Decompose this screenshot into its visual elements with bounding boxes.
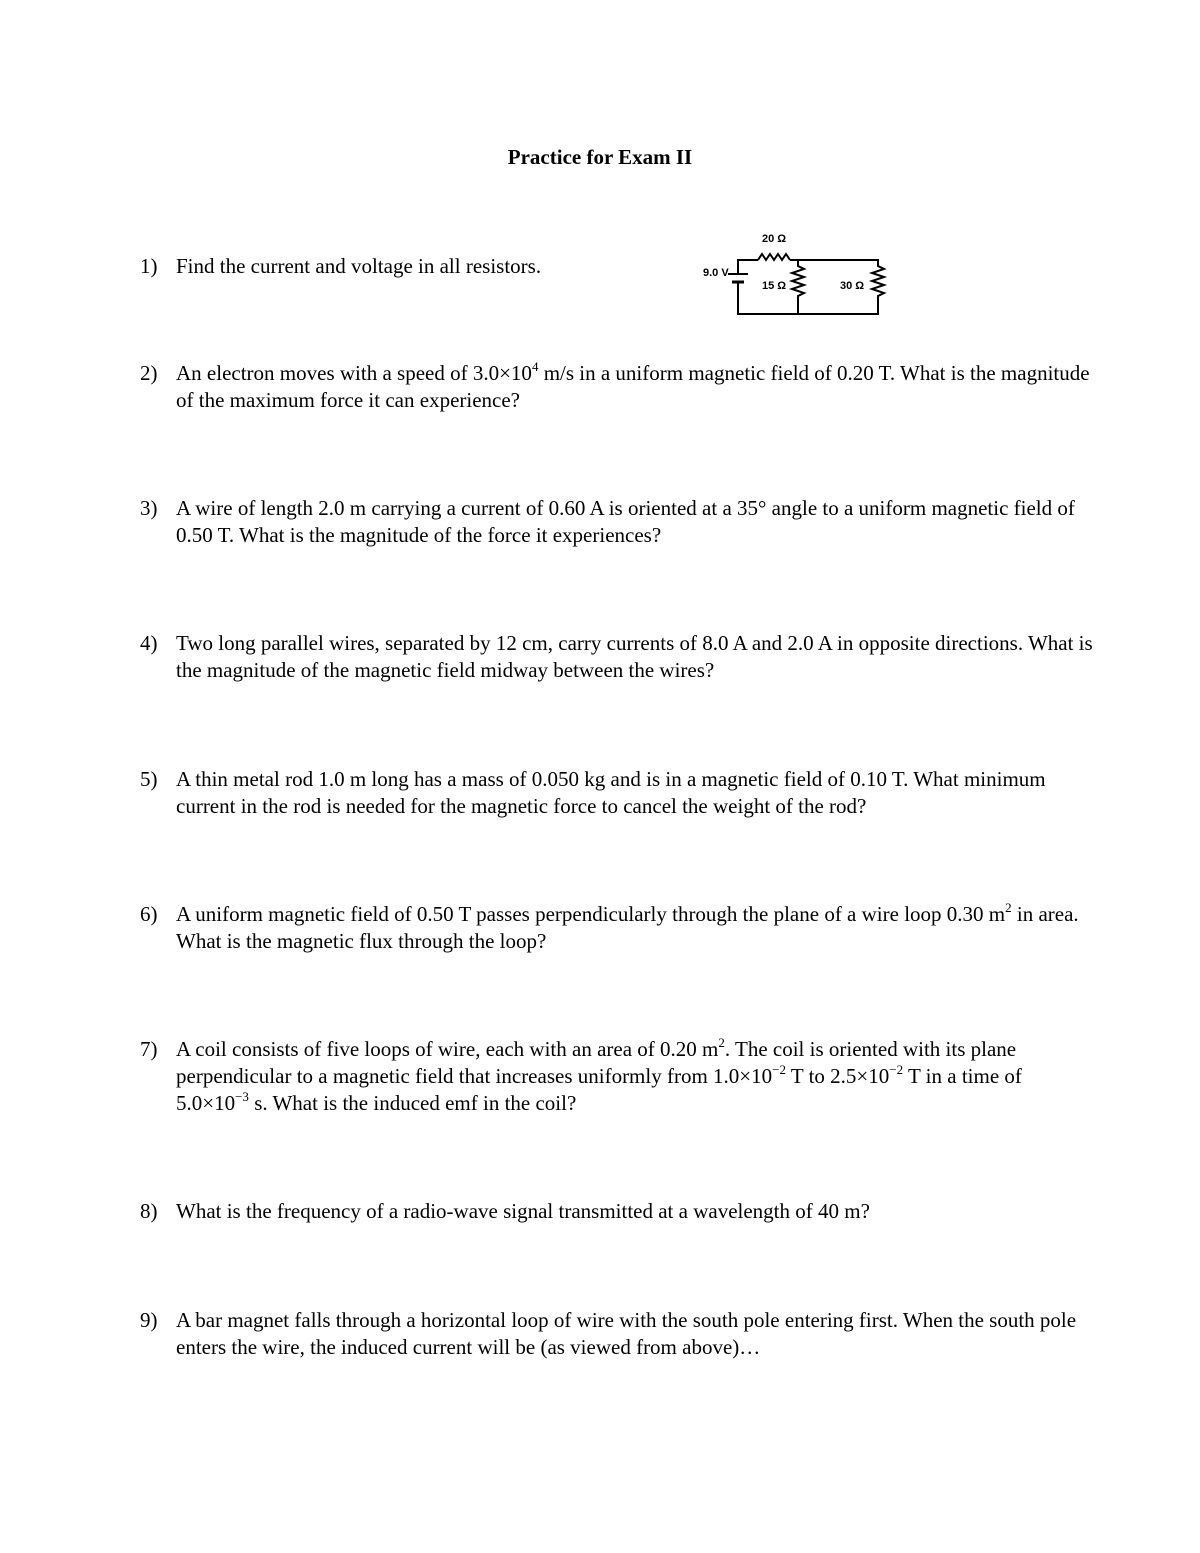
battery-label: 9.0 V [703, 267, 729, 279]
question-number: 9) [140, 1308, 158, 1332]
question-text: A wire of length 2.0 m carrying a current of 0.60 A is oriented at a 35° angle to a uniform magnetic field of 0.50 T. What is the magnitude of the force it experiences? [176, 496, 1075, 547]
circuit-diagram [700, 226, 890, 322]
question-8 [140, 1198, 1100, 1225]
question-text: Two long parallel wires, separated by 12 cm, carry currents of 8.0 A and 2.0 A in opposite directions. What is the magnitude of the magnetic field midway between the wires? [176, 631, 1093, 682]
question-text: A uniform magnetic field of 0.50 T passes perpendicularly through the plane of a wire loop 0.30 $m^2$ in area. What is the magnetic flux through the loop? [176, 900, 1079, 953]
question-number: 7) [140, 1037, 158, 1061]
resistor-20-zigzag [758, 254, 790, 260]
question-text: An electron moves with a speed of $3.0\times 10^4$ m/s in a uniform magnetic field of 0.20 T. What is the magnitude of the maximum force it can experience? [176, 359, 1090, 412]
question-text: A thin metal rod 1.0 m long has a mass of 0.050 kg and is in a magnetic field of 0.10 T. What minimum current in the rod is needed for the magnetic force to cancel the weight of the rod? [176, 767, 1046, 818]
resistor-30-label: 30 Ω [840, 280, 865, 292]
question-1 [140, 253, 1100, 280]
question-number: 5) [140, 767, 158, 791]
question-7 [140, 1036, 1100, 1117]
resistor-15-zigzag [792, 260, 804, 314]
resistor-30-zigzag [872, 264, 884, 310]
question-9 [140, 1307, 1100, 1361]
resistor-20-label: 20 Ω [762, 233, 787, 245]
top-wire [790, 260, 878, 264]
question-3 [140, 495, 1100, 549]
left-wire [738, 260, 758, 264]
question-number: 3) [140, 496, 158, 520]
question-text: What is the frequency of a radio-wave signal transmitted at a wavelength of 40 m? [176, 1199, 870, 1223]
question-text: A coil consists of five loops of wire, each with an area of 0.20 $m^2$. The coil is oriented with its plane perpendicular to a magnetic field that increases uniformly from $1.0\times 10^{-2}$ T to $2.5\times 10^{-2}$ T in a time of $5.0\times 10^{-3}$ s. What is the induced emf in the coil? [176, 1035, 1022, 1115]
question-text: A bar magnet falls through a horizontal loop of wire with the south pole entering first. When the south pole enters the wire, the induced current will be (as viewed from above)… [176, 1308, 1077, 1359]
resistor-15-label: 15 Ω [762, 280, 787, 292]
question-4 [140, 630, 1100, 684]
question-5 [140, 766, 1100, 820]
question-number: 8) [140, 1199, 158, 1223]
page-title: Practice for Exam II [507, 145, 693, 169]
question-6 [140, 901, 1100, 955]
question-2 [140, 360, 1100, 414]
question-number: 4) [140, 631, 158, 655]
question-number: 6) [140, 902, 158, 926]
question-number: 1) [140, 254, 158, 278]
question-text: Find the current and voltage in all resistors. [176, 254, 542, 278]
question-number: 2) [140, 361, 158, 385]
